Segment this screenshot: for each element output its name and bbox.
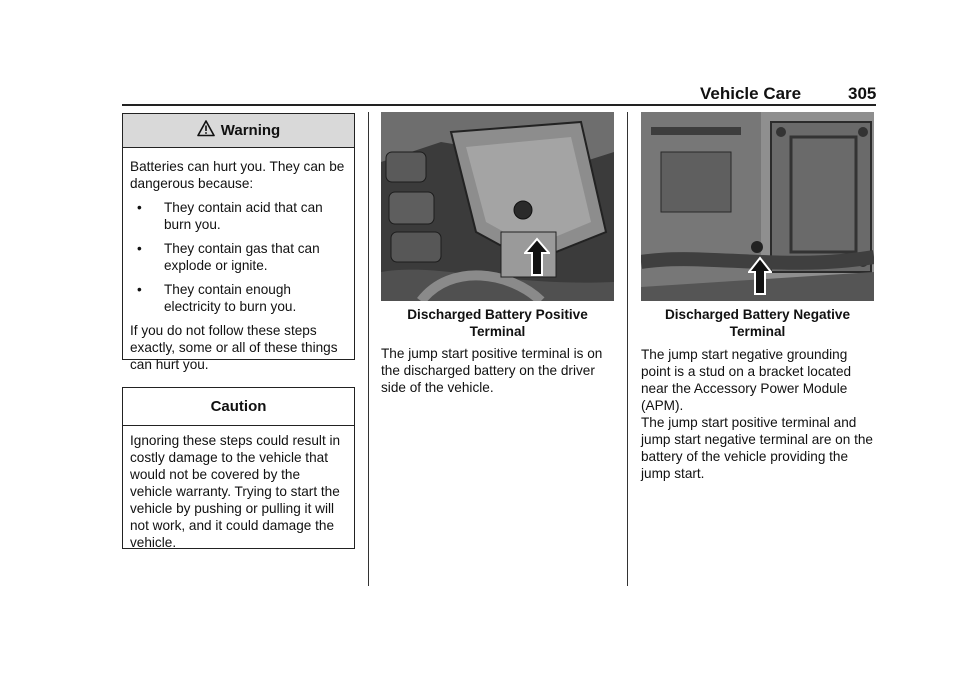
- arrow-up-icon: [524, 237, 550, 277]
- negative-text-2: The jump start positive terminal and jump start negative terminal are on the battery of the vehicle providing the jump start.: [641, 415, 873, 481]
- caution-title: Caution: [210, 398, 267, 415]
- warning-triangle-icon: [197, 120, 215, 141]
- negative-caption: Discharged Battery Negative Terminal: [664, 307, 851, 339]
- warning-box: [122, 113, 355, 372]
- positive-text: The jump start positive terminal is on the discharged battery on the driver side of the vehicle.: [381, 346, 603, 395]
- column-divider-2: [627, 112, 628, 586]
- bullet-marker: •: [137, 241, 142, 256]
- warning-bullet: [130, 281, 346, 315]
- caution-header: [123, 388, 354, 426]
- page-number: 305: [848, 84, 877, 103]
- warning-bullet-text: They contain gas that can explode or ignite.: [164, 241, 320, 273]
- negative-text-1: The jump start negative grounding point is a stud on a bracket located near the Accessory Power Module (APM).: [641, 347, 852, 413]
- warning-intro: Batteries can hurt you. They can be dangerous because:: [130, 159, 345, 191]
- positive-terminal-photo: [381, 112, 614, 301]
- warning-outro: If you do not follow these steps exactly, some or all of these things can hurt you.: [130, 323, 338, 372]
- warning-bullet: [130, 240, 346, 274]
- header-rule: [122, 104, 876, 106]
- warning-header: [123, 114, 354, 148]
- positive-caption: Discharged Battery Positive Terminal: [407, 307, 588, 339]
- section-title: Vehicle Care: [700, 84, 802, 103]
- warning-title: Warning: [220, 122, 281, 139]
- warning-bullet-text: They contain enough electricity to burn you.: [164, 282, 297, 314]
- warning-bullet: [130, 199, 346, 233]
- bullet-marker: •: [137, 200, 142, 215]
- warning-bullet-text: They contain acid that can burn you.: [164, 200, 323, 232]
- arrow-up-icon: [748, 256, 772, 296]
- bullet-marker: •: [137, 282, 142, 297]
- column-divider-1: [368, 112, 369, 586]
- caution-body: Ignoring these steps could result in costly damage to the vehicle that would not be covered by the vehicle warranty. Trying to start the vehicle by pushing or pulling it will not work, and it could damage the vehicle.: [130, 433, 341, 550]
- caution-box: [122, 387, 355, 549]
- negative-terminal-photo: [641, 112, 874, 301]
